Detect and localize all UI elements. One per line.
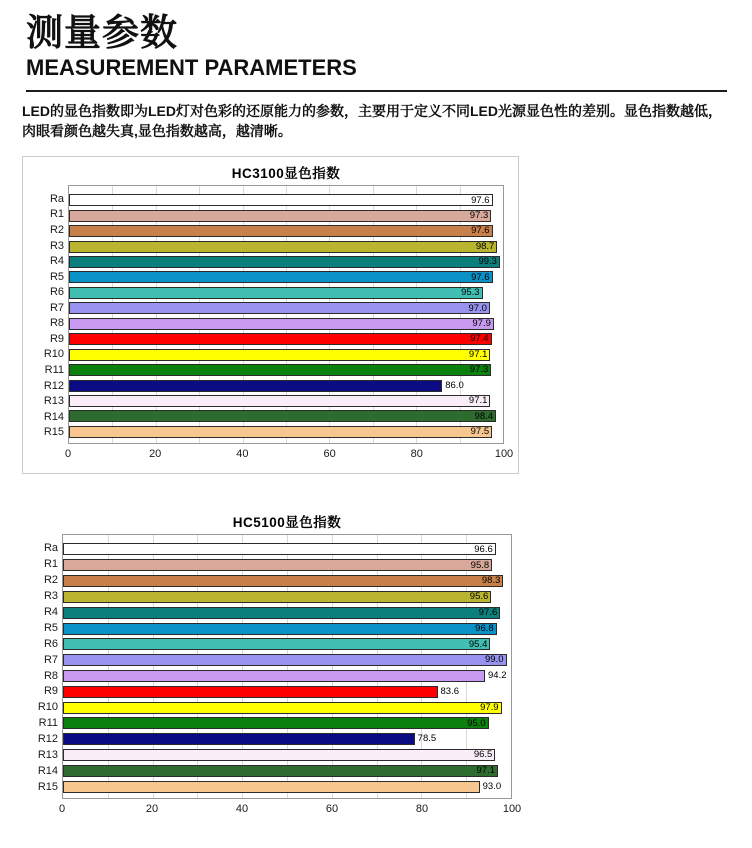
y-axis-label-r15: R15: [43, 426, 64, 439]
bar-r4: [63, 607, 500, 619]
value-label-r1: 97.3: [469, 209, 489, 221]
bar-r13: [69, 395, 490, 407]
y-axis-label-r6: R6: [43, 637, 58, 650]
value-label-r4: 97.6: [478, 606, 498, 618]
bar-row-r5: [63, 621, 511, 637]
value-label-r9: 97.4: [470, 333, 489, 345]
bar-row-r6: [63, 636, 511, 652]
value-label-r12: 78.5: [417, 733, 437, 745]
page-title: 测量参数: [26, 12, 178, 53]
value-label-r2: 98.3: [481, 575, 501, 587]
y-axis-label-r4: R4: [49, 255, 64, 268]
bar-r15: [63, 781, 480, 793]
value-label-r15: 97.5: [470, 426, 490, 438]
x-axis-tick-80: 80: [415, 802, 429, 815]
chart-hc5100: [20, 511, 522, 819]
bar-r6: [63, 638, 490, 650]
bar-r3: [69, 241, 497, 253]
bar-row-r14: [69, 409, 503, 424]
y-axis-label-r8: R8: [49, 317, 64, 330]
bar-r4: [69, 256, 500, 268]
y-axis-label-r11: R11: [38, 717, 58, 730]
value-label-r11: 95.0: [467, 717, 486, 729]
bar-row-ra: [63, 542, 511, 558]
value-label-r5: 97.6: [471, 271, 490, 283]
bar-r9: [63, 686, 438, 698]
x-axis-tick-40: 40: [235, 802, 249, 815]
y-axis-labels: [23, 185, 68, 444]
y-axis-label-r4: R4: [43, 605, 58, 618]
bar-r12: [69, 380, 442, 392]
y-axis-label-r2: R2: [43, 573, 58, 586]
y-axis-label-r9: R9: [49, 332, 64, 345]
y-axis-label-r7: R7: [43, 653, 58, 666]
value-label-r13: 97.1: [468, 395, 488, 407]
y-axis-label-ra: Ra: [43, 542, 58, 554]
y-axis-label-r9: R9: [43, 685, 58, 698]
bar-row-r9: [69, 331, 503, 346]
value-label-r6: 95.3: [461, 287, 480, 299]
y-axis-label-r14: R14: [37, 765, 58, 778]
bar-rows: [63, 535, 511, 798]
y-axis-label-r2: R2: [49, 223, 64, 236]
bar-r8: [69, 318, 494, 330]
y-axis-label-r12: R12: [43, 379, 64, 392]
bar-r7: [69, 302, 490, 314]
bar-row-r4: [69, 254, 503, 269]
bar-row-r12: [63, 731, 511, 747]
y-axis-label-r3: R3: [49, 239, 64, 252]
value-label-r8: 94.2: [488, 670, 507, 682]
y-axis-label-r14: R14: [43, 410, 64, 423]
value-label-r6: 95.4: [468, 638, 488, 650]
x-axis-tick-100: 100: [502, 802, 522, 815]
value-label-r2: 97.6: [471, 225, 490, 237]
description-text: LED的显色指数即为LED灯对色彩的还原能力的参数，主要用于定义不同LED光源显色性的差别。显色指数越低，肉眼看颜色越失真,显色指数越高，越清晰。: [22, 102, 722, 140]
chart-body: [23, 162, 514, 464]
bar-row-r6: [69, 285, 503, 300]
value-label-r5: 96.8: [475, 622, 494, 634]
bar-row-r5: [69, 270, 503, 285]
value-label-r11: 97.3: [469, 364, 489, 376]
bar-r6: [69, 287, 483, 299]
value-label-r10: 97.9: [480, 701, 499, 713]
value-label-r3: 98.7: [475, 240, 495, 252]
bar-row-r14: [63, 763, 511, 779]
divider: [26, 90, 727, 92]
value-label-ra: 96.6: [474, 543, 493, 555]
x-axis-tick-60: 60: [325, 802, 339, 815]
bar-r5: [69, 271, 493, 283]
x-axis-tick-60: 60: [323, 447, 336, 460]
y-axis-label-ra: Ra: [49, 192, 64, 205]
bar-rows: [69, 186, 503, 443]
y-axis-label-r10: R10: [37, 701, 58, 714]
y-axis-label-r3: R3: [43, 589, 58, 602]
y-axis-label-r13: R13: [37, 749, 58, 762]
chart-body: [20, 511, 522, 819]
y-axis-label-r7: R7: [49, 301, 64, 314]
x-axis-tick-100: 100: [494, 447, 514, 460]
value-label-ra: 97.6: [471, 194, 490, 206]
bar-row-r10: [63, 700, 511, 716]
bar-row-r12: [69, 378, 503, 393]
bar-r5: [63, 623, 497, 635]
value-label-r12: 86.0: [445, 379, 464, 391]
value-label-r13: 96.5: [473, 749, 493, 761]
y-axis-labels: [20, 534, 62, 799]
bar-row-r3: [63, 589, 511, 605]
bar-ra: [69, 194, 493, 206]
bar-ra: [63, 543, 496, 555]
bar-r8: [63, 670, 485, 682]
plot-area: [62, 534, 512, 799]
y-axis-label-r5: R5: [43, 621, 58, 634]
bar-row-ra: [69, 193, 503, 208]
bar-r12: [63, 733, 415, 745]
bar-r1: [63, 559, 492, 571]
y-axis-label-r11: R11: [44, 364, 64, 376]
bar-row-r15: [69, 424, 503, 439]
bar-row-r7: [69, 301, 503, 316]
x-axis-labels: [58, 799, 522, 819]
value-label-r7: 97.0: [468, 302, 487, 314]
x-axis-tick-40: 40: [236, 447, 249, 460]
bar-row-r15: [63, 779, 511, 795]
value-label-r14: 98.4: [474, 410, 494, 422]
bar-row-r11: [69, 362, 503, 377]
bar-row-r8: [63, 668, 511, 684]
x-axis-tick-0: 0: [64, 447, 72, 460]
bar-row-r10: [69, 347, 503, 362]
bar-row-r3: [69, 239, 503, 254]
y-axis-label-r1: R1: [43, 557, 58, 570]
bar-r9: [69, 333, 492, 345]
chart-title: HC5100显色指数: [232, 514, 342, 530]
x-axis-tick-20: 20: [145, 802, 159, 815]
y-axis-label-r15: R15: [37, 781, 58, 794]
bar-r11: [69, 364, 491, 376]
value-label-r1: 95.8: [470, 559, 490, 571]
value-label-r7: 99.0: [485, 654, 504, 666]
bar-row-r13: [69, 393, 503, 408]
bar-row-r1: [63, 557, 511, 573]
plot-area: [68, 185, 504, 444]
bar-row-r13: [63, 747, 511, 763]
y-axis-label-r6: R6: [49, 286, 64, 299]
x-axis-tick-20: 20: [149, 447, 162, 460]
value-label-r15: 93.0: [482, 780, 502, 792]
bar-r7: [63, 654, 507, 666]
x-axis-labels: [64, 444, 514, 464]
y-axis-label-r5: R5: [49, 270, 64, 283]
value-label-r4: 99.3: [478, 256, 497, 268]
bar-r2: [69, 225, 493, 237]
value-label-r14: 97.1: [476, 765, 495, 777]
bar-row-r11: [63, 715, 511, 731]
bar-row-r7: [63, 652, 511, 668]
bar-r10: [63, 702, 502, 714]
page-header: [0, 0, 752, 142]
value-label-r8: 97.9: [472, 318, 491, 329]
bar-r1: [69, 210, 491, 222]
y-axis-label-r1: R1: [49, 208, 64, 221]
y-axis-label-r12: R12: [37, 733, 58, 746]
value-label-r10: 97.1: [468, 348, 488, 360]
bar-r14: [69, 410, 496, 422]
bar-r15: [69, 426, 492, 438]
bar-r13: [63, 749, 495, 761]
bar-r11: [63, 717, 489, 729]
x-axis-tick-80: 80: [410, 447, 423, 460]
y-axis-label-r13: R13: [43, 395, 64, 408]
bar-row-r1: [69, 208, 503, 223]
bar-row-r8: [69, 316, 503, 331]
bar-row-r2: [63, 573, 511, 589]
y-axis-label-r8: R8: [43, 669, 58, 682]
bar-r3: [63, 591, 491, 603]
bar-r14: [63, 765, 498, 777]
page-subtitle: MEASUREMENT PARAMETERS: [26, 54, 357, 80]
bar-row-r9: [63, 684, 511, 700]
value-label-r9: 83.6: [440, 686, 460, 697]
x-axis-tick-0: 0: [58, 802, 66, 815]
value-label-r3: 95.6: [469, 591, 489, 603]
bar-row-r2: [69, 223, 503, 238]
chart-hc3100: [22, 156, 519, 474]
bar-r2: [63, 575, 503, 587]
chart-title: HC3100显色指数: [231, 165, 341, 181]
bar-row-r4: [63, 605, 511, 621]
y-axis-label-r10: R10: [43, 348, 64, 361]
bar-r10: [69, 349, 490, 361]
